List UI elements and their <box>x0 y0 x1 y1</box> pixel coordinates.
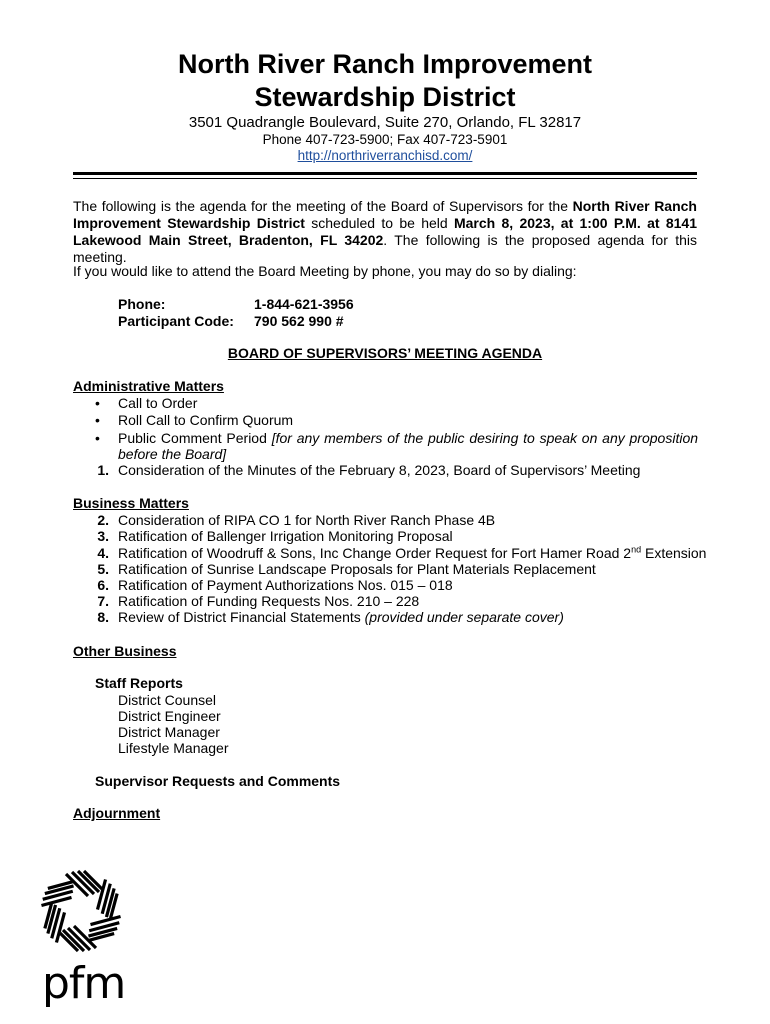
bullet-icon: • <box>95 395 100 411</box>
agenda-item-ripa: Consideration of RIPA CO 1 for North River Ranch Phase 4B <box>118 512 496 528</box>
item-number: 2. <box>97 512 109 528</box>
district-title-line1: North River Ranch Improvement <box>177 49 593 79</box>
item-number: 8. <box>97 609 109 625</box>
agenda-item-call-to-order: Call to Order <box>118 395 198 411</box>
staff-reports-heading: Staff Reports <box>95 675 183 691</box>
staff-report-district-counsel: District Counsel <box>118 692 217 708</box>
agenda-item-public-comment: Public Comment Period [for any members of the public desiring to speak on any proposition <box>118 430 699 446</box>
district-website-link[interactable]: http://northriverranchisd.com/ <box>297 148 473 163</box>
item-number: 3. <box>97 528 109 544</box>
administrative-matters-heading: Administrative Matters <box>73 378 224 394</box>
item-number: 6. <box>97 577 109 593</box>
header-rule-thin <box>73 178 697 179</box>
item-number: 7. <box>97 593 109 609</box>
pfm-logo-text: pfm <box>42 958 126 1009</box>
staff-report-lifestyle-manager: Lifestyle Manager <box>118 740 229 756</box>
participant-code: 790 562 990 # <box>254 313 344 329</box>
agenda-item-ballenger: Ratification of Ballenger Irrigation Monitoring Proposal <box>118 528 453 544</box>
district-title-line2: Stewardship District <box>254 82 516 112</box>
district-address: 3501 Quadrangle Boulevard, Suite 270, Orlando, FL 32817 <box>188 114 582 131</box>
staff-report-district-manager: District Manager <box>118 724 220 740</box>
agenda-item-payment-authorizations: Ratification of Payment Authorizations Nos. 015 – 018 <box>118 577 453 593</box>
agenda-item-sunrise: Ratification of Sunrise Landscape Proposals for Plant Materials Replacement <box>118 561 596 577</box>
public-comment-note: before the Board] <box>118 446 227 462</box>
bullet-icon: • <box>95 430 100 446</box>
phone-number: 1-844-621-3956 <box>254 296 354 312</box>
intro-paragraph: The following is the agenda for the meeting of the Board of Supervisors for the North River Ranch Improvement Stewardship District scheduled to be held March 8, 2023, at 1:00 P.M. at 8141 Lakewood Main Street, Bradenton, FL 34202. The following is the proposed agenda for this meeting. <box>73 198 697 265</box>
agenda-heading: BOARD OF SUPERVISORS’ MEETING AGENDA <box>227 345 543 361</box>
item-number: 5. <box>97 561 109 577</box>
supervisor-requests-heading: Supervisor Requests and Comments <box>95 773 341 789</box>
item-number: 1. <box>97 462 109 478</box>
agenda-item-funding-requests: Ratification of Funding Requests Nos. 210 – 228 <box>118 593 420 609</box>
agenda-item-woodruff: Ratification of Woodruff & Sons, Inc Change Order Request for Fort Hamer Road 2nd Extension <box>118 544 707 561</box>
business-matters-heading: Business Matters <box>73 495 189 511</box>
adjournment-heading: Adjournment <box>73 805 161 821</box>
participant-code-label: Participant Code: <box>118 313 234 329</box>
header-rule-thick <box>73 172 697 175</box>
dial-in-paragraph: If you would like to attend the Board Meeting by phone, you may do so by dialing: <box>73 263 577 279</box>
agenda-item-financial-statements: Review of District Financial Statements (provided under separate cover) <box>118 609 564 625</box>
staff-report-district-engineer: District Engineer <box>118 708 221 724</box>
district-phone-fax: Phone 407-723-5900; Fax 407-723-5901 <box>262 132 508 147</box>
phone-label: Phone: <box>118 296 166 312</box>
other-business-heading: Other Business <box>73 643 177 659</box>
agenda-item-minutes: Consideration of the Minutes of the February 8, 2023, Board of Supervisors’ Meeting <box>118 462 641 478</box>
item-number: 4. <box>97 545 109 561</box>
pfm-logo-icon <box>36 866 126 956</box>
agenda-item-roll-call: Roll Call to Confirm Quorum <box>118 412 294 428</box>
bullet-icon: • <box>95 412 100 428</box>
